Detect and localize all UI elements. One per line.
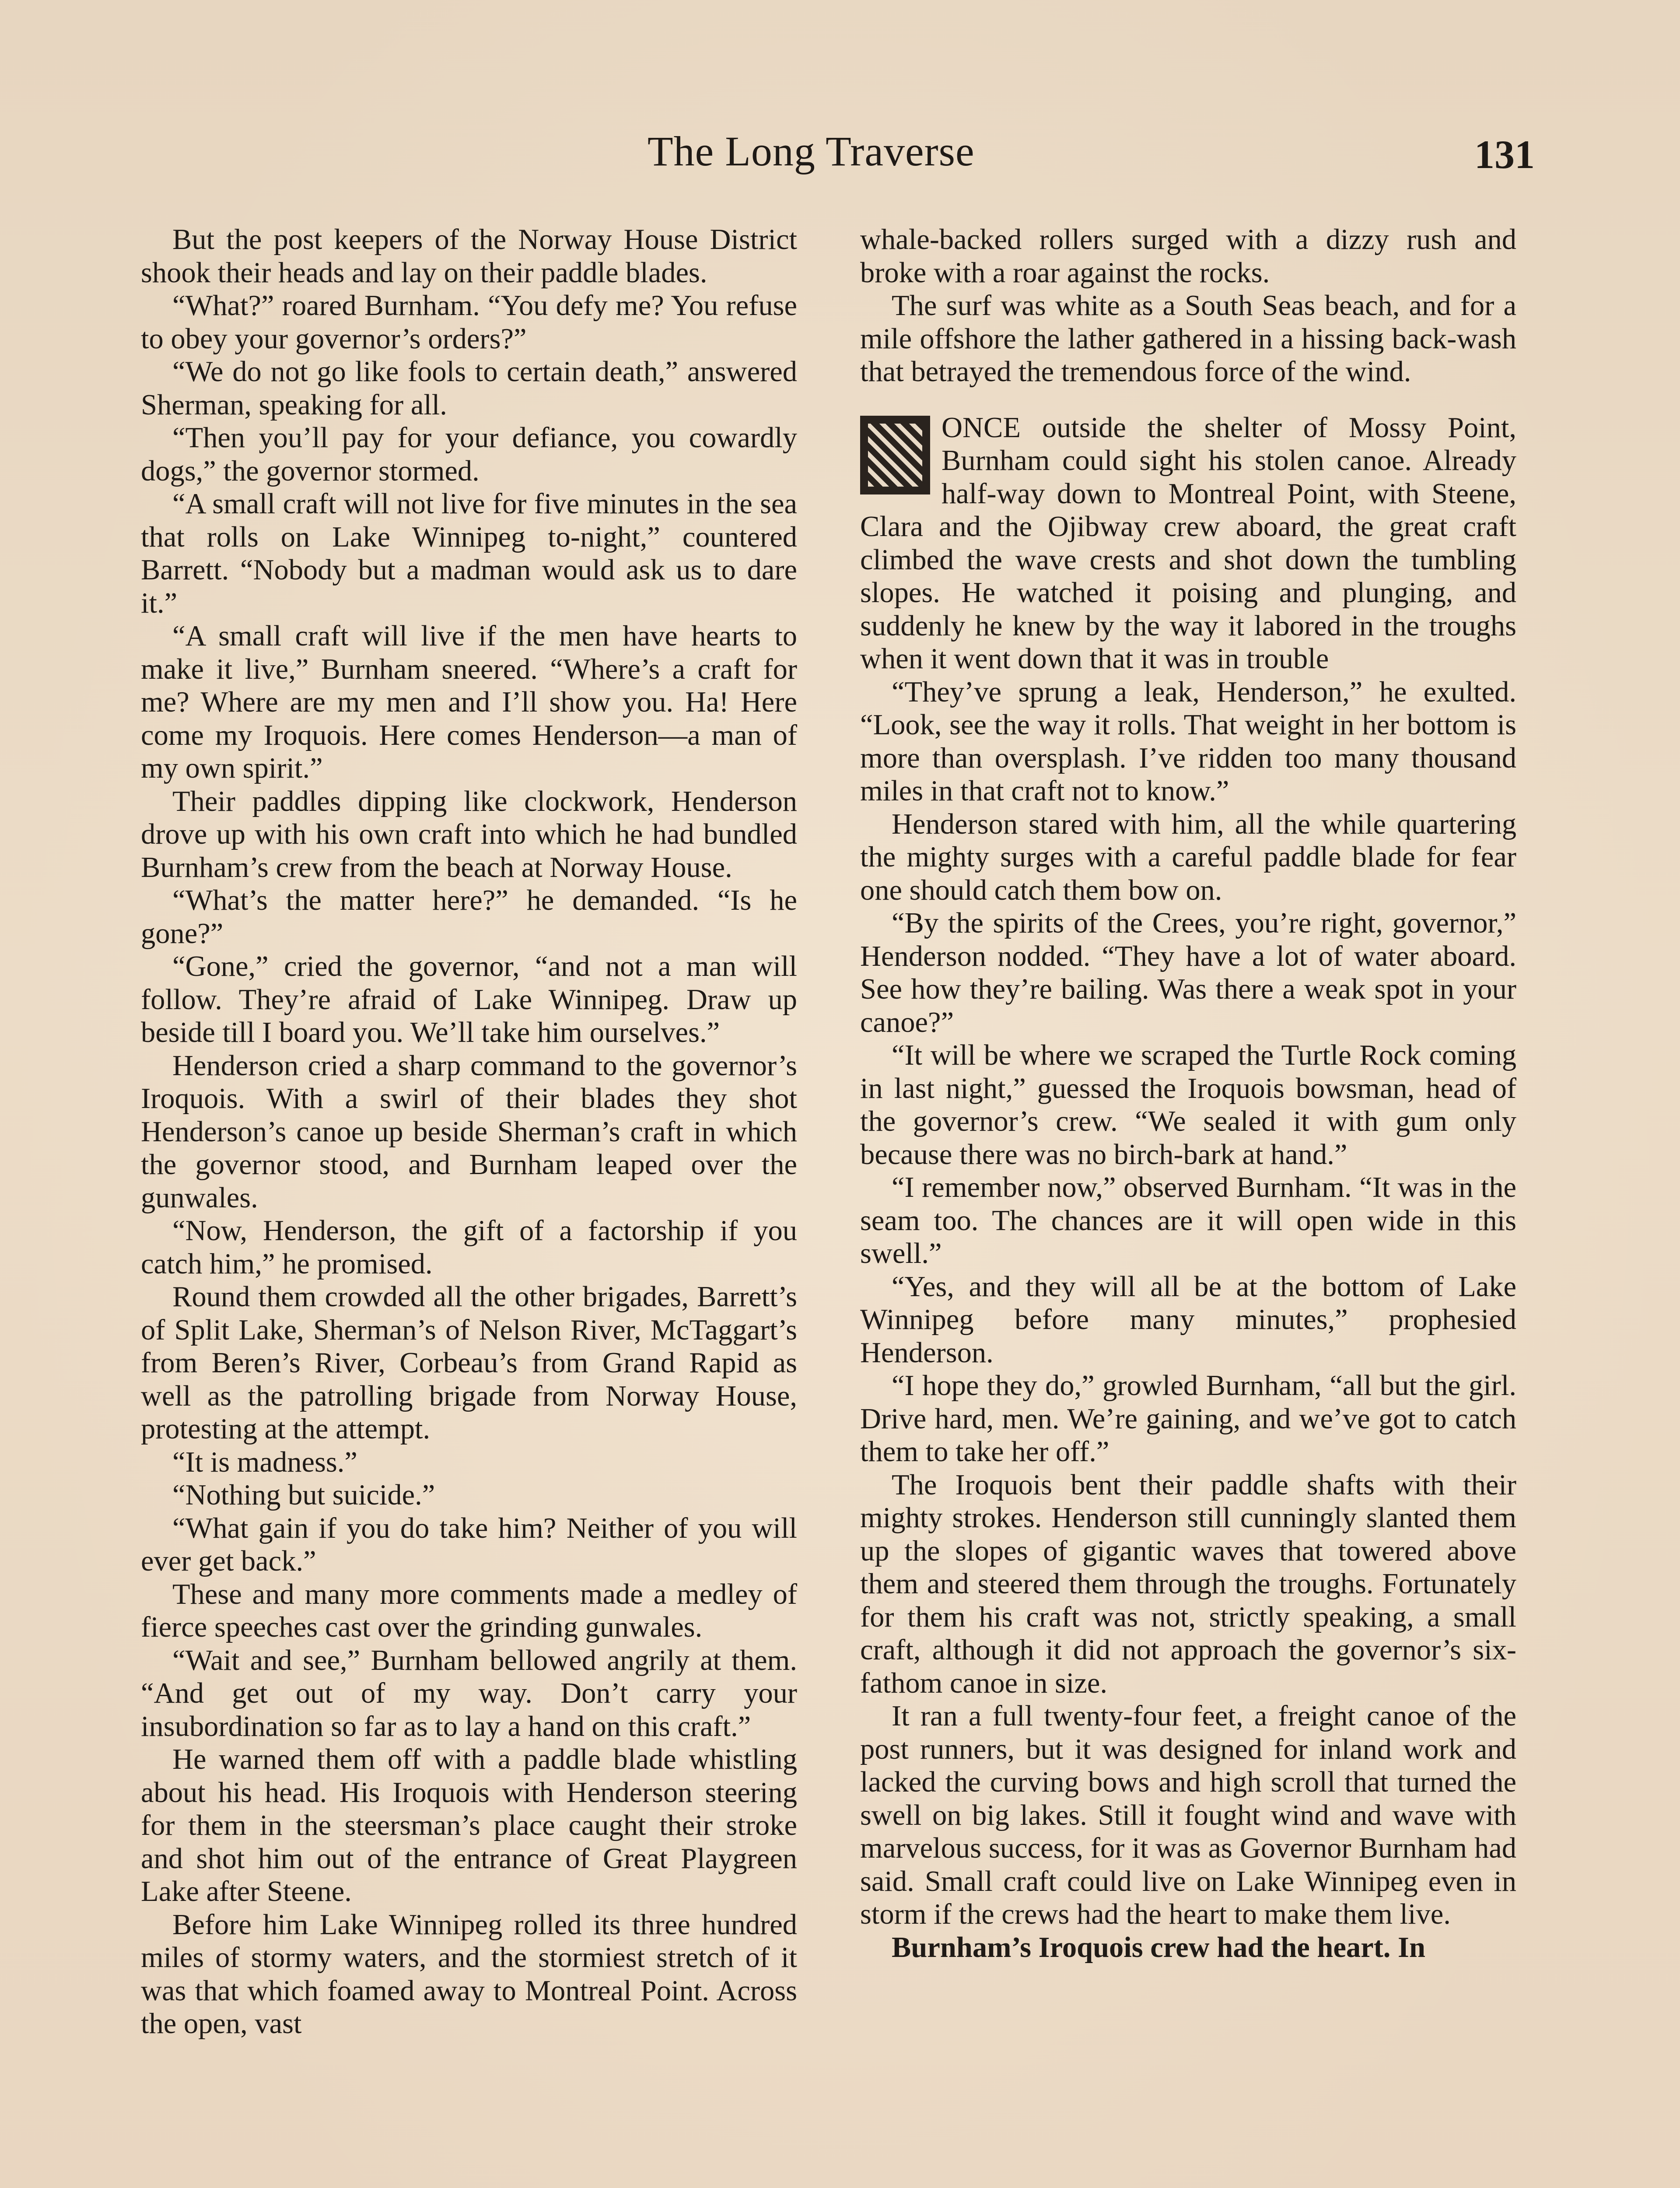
paragraph: Henderson cried a sharp command to the governor’s Iroquois. With a swirl of their blades they shot Henderson’s canoe up beside Sherman’s craft in which the governor stood, and Burnham leaped over the gunwales. <box>141 1049 797 1214</box>
paragraph: He warned them off with a paddle blade whistling about his head. His Iroquois with Henderson steering for them in the steersman’s place caught their stroke and shot him out of the entrance of Great Playgreen Lake after Steene. <box>141 1743 797 1907</box>
paragraph: Before him Lake Winnipeg rolled its three hundred miles of stormy waters, and the stormiest stretch of it was that which foamed away to Montreal Point. Across the open, vast <box>141 1908 797 2040</box>
running-title: The Long Traverse <box>648 128 975 175</box>
paragraph: “Nothing but suicide.” <box>172 1479 435 1511</box>
paragraph: “A small craft will live if the men have hearts to make it live,” Burnham sneered. “Where’s a craft for me? Where are my men and I’ll show you. Ha! Here come my Iroquois. Here comes Henderson—a man of my own spirit.” <box>141 620 797 784</box>
paragraph: Burnham’s Iroquois crew had the heart. In <box>892 1931 1425 1964</box>
paragraph: “What’s the matter here?” he demanded. “Is he gone?” <box>141 884 797 950</box>
right-column <box>860 223 1516 1964</box>
section-opening-paragraph <box>860 411 1516 676</box>
paragraph: “It will be where we scraped the Turtle Rock coming in last night,” guessed the Iroquois bowsman, head of the governor’s crew. “We sealed it with gum only because there was no birch-bark at hand.” <box>860 1039 1516 1171</box>
paragraph: whale-backed rollers surged with a dizzy rush and broke with a roar against the rocks. <box>860 224 1516 289</box>
paragraph: “Now, Henderson, the gift of a factorship if you catch him,” he promised. <box>141 1215 797 1280</box>
paragraph: These and many more comments made a medley of fierce speeches cast over the grinding gunwales. <box>141 1578 797 1643</box>
left-column <box>141 223 797 2041</box>
page-number: 131 <box>1474 132 1535 177</box>
paragraph: “What?” roared Burnham. “You defy me? You refuse to obey your governor’s orders?” <box>141 290 797 355</box>
paragraph: “They’ve sprung a leak, Henderson,” he exulted. “Look, see the way it rolls. That weight in her bottom is more than oversplash. I’ve ridden too many thousand miles in that craft not to know.” <box>860 676 1516 807</box>
paragraph: “A small craft will not live for five minutes in the sea that rolls on Lake Winnipeg to-night,” countered Barrett. “Nobody but a madman would ask us to dare it.” <box>141 488 797 619</box>
paragraph: “By the spirits of the Crees, you’re right, governor,” Henderson nodded. “They have a lot of water aboard. See how they’re bailing. Was there a weak spot in your canoe?” <box>860 907 1516 1038</box>
paragraph: “Wait and see,” Burnham bellowed angrily at them. “And get out of my way. Don’t carry your insubordination so far as to lay a hand on this craft.” <box>141 1644 797 1743</box>
paragraph: The surf was white as a South Seas beach, and for a mile offshore the lather gathered in a hissing back-wash that betrayed the tremendous force of the wind. <box>860 290 1516 388</box>
section-opening-text: ONCE outside the shelter of Mossy Point, Burnham could sight his stolen canoe. Already half-way down to Montreal Point, with Steene, Clara and the Ojibway crew aboard, the great craft climbed the wave crests and shot down the tumbling slopes. He watched it poising and plunging, and suddenly he knew by the way it labored in the troughs when it went down that it was in trouble <box>860 411 1516 675</box>
paragraph: “Yes, and they will all be at the bottom of Lake Winnipeg before many minutes,” prophesied Henderson. <box>860 1270 1516 1369</box>
paragraph: “It is madness.” <box>172 1446 357 1478</box>
paragraph: But the post keepers of the Norway House District shook their heads and lay on their paddle blades. <box>141 224 797 289</box>
paragraph: Henderson stared with him, all the while quartering the mighty surges with a careful paddle blade for fear one should catch them bow on. <box>860 808 1516 906</box>
paragraph: The Iroquois bent their paddle shafts with their mighty strokes. Henderson still cunningly slanted them up the slopes of gigantic waves that towered above them and steered them through the troughs. Fortunately for them his craft was not, strictly speaking, a small craft, although it did not approach the governor’s six-fathom canoe in size. <box>860 1469 1516 1699</box>
paragraph: “I remember now,” observed Burnham. “It was in the seam too. The chances are it will open wide in this swell.” <box>860 1171 1516 1269</box>
paragraph: It ran a full twenty-four feet, a freight canoe of the post runners, but it was designed for inland work and lacked the curving bows and high scroll that turned the swell on big lakes. Still it fought wind and wave with marvelous success, for it was as Governor Burnham had said. Small craft could live on Lake Winnipeg even in storm if the crews had the heart to make them live. <box>860 1700 1516 1930</box>
paragraph: “What gain if you do take him? Neither of you will ever get back.” <box>141 1512 797 1577</box>
ornamental-dropcap-icon <box>860 416 930 494</box>
paragraph: “I hope they do,” growled Burnham, “all but the girl. Drive hard, men. We’re gaining, and we’ve got to catch them to take her off.” <box>860 1370 1516 1468</box>
paragraph: Their paddles dipping like clockwork, Henderson drove up with his own craft into which he had bundled Burnham’s crew from the beach at Norway House. <box>141 785 797 884</box>
paragraph: “Then you’ll pay for your defiance, you cowardly dogs,” the governor stormed. <box>141 422 797 487</box>
paragraph: “We do not go like fools to certain death,” answered Sherman, speaking for all. <box>141 356 797 421</box>
paragraph: Round them crowded all the other brigades, Barrett’s of Split Lake, Sherman’s of Nelson River, McTaggart’s from Beren’s River, Corbeau’s from Grand Rapid as well as the patrolling brigade from Norway House, protesting at the attempt. <box>141 1281 797 1445</box>
paragraph: “Gone,” cried the governor, “and not a man will follow. They’re afraid of Lake Winnipeg. Draw up beside till I board you. We’ll take him ourselves.” <box>141 950 797 1048</box>
